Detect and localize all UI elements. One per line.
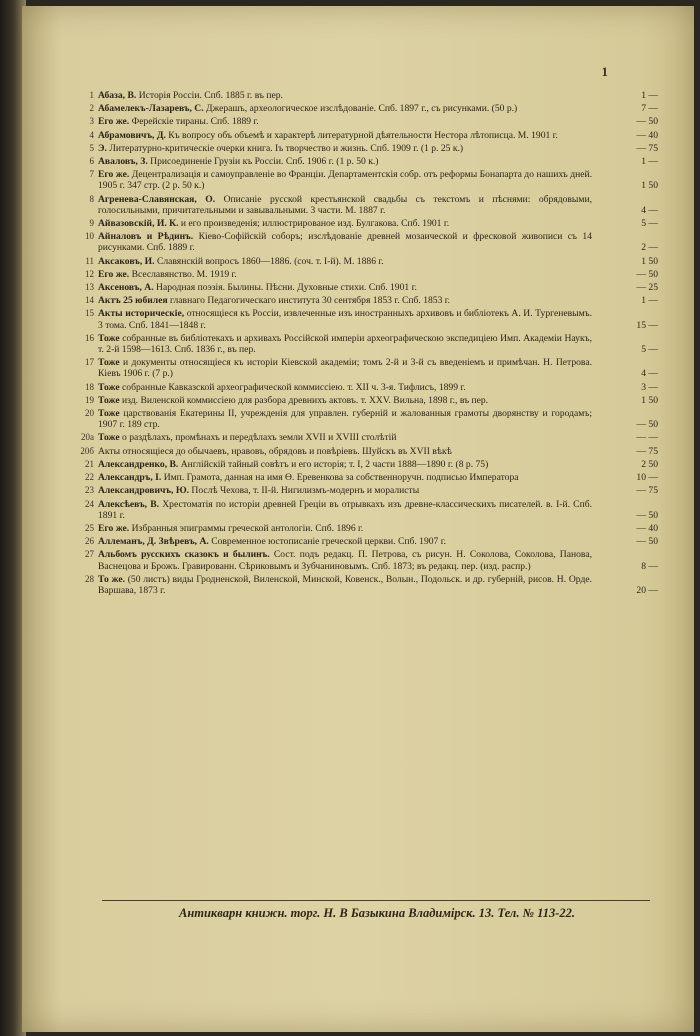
entry-number: 27 <box>85 549 94 560</box>
catalog-entry <box>85 268 658 280</box>
entry-price: 2 50 <box>641 458 658 470</box>
entry-number: 23 <box>85 485 94 496</box>
entry-title: Англiйскiй тайный совѣтъ и его исторiя; т. I, 2 части 1888—1890 г. (8 р. 75) <box>180 458 489 470</box>
entry-title: Литературно-критическiе очерки книга. Iъ творчество и жизнь. Спб. 1909 г. (1 р. 25 к.) <box>109 142 464 154</box>
catalog-entry <box>89 156 658 168</box>
entry-description <box>98 116 598 127</box>
entry-price: 4 — <box>641 368 658 380</box>
entry-title: Современное юстописанiе греческой церкви. Спб. 1907 г. <box>211 536 446 548</box>
entry-title: Послѣ Чехова, т. II-й. Нигилизмъ-модернъ и моралисты <box>191 485 420 497</box>
entry-price: — 40 <box>636 522 658 534</box>
entry-price: 2 — <box>641 242 658 254</box>
entry-title: Децентрализацiя и самоуправленiе во Францiи. Департаментскiя собр. отъ реформы Бонапарта до нашихъ дней. 1905 г. 347 стр. (2 р. 50 к.) <box>98 169 593 192</box>
entry-price: 4 — <box>641 204 658 216</box>
entry-price: 1 — <box>641 156 658 168</box>
catalog-page <box>22 6 694 1032</box>
entry-description <box>98 382 598 393</box>
entry-title: Джерашъ, археологическое изслѣдованiе. Спб. 1897 г., съ рисунками. (50 р.) <box>206 103 518 115</box>
catalog-entry <box>89 193 658 216</box>
entry-description <box>98 308 598 330</box>
entry-title: Описанiе русской крестьянской свадьбы съ текстомъ и пѣснями: обрядовыми, голосильными, причитательными и завывальными. 3 части. М. 1887 г. <box>98 193 592 216</box>
catalog-entry <box>80 445 658 457</box>
entry-description <box>98 333 598 355</box>
entry-title: царствованiя Екатерины II, учрежденiя для управлен. губернiй и жалованныя грамоты дворянству и городамъ; 1907 г. 189 стр. <box>98 408 592 431</box>
page-number: 1 <box>601 64 608 79</box>
entry-title: Славянскiй вопросъ 1860—1886. (соч. т. I-й). М. 1886 г. <box>156 255 384 267</box>
entry-title: Кiево-Софiйскiй соборъ; изслѣдованiе древней мозаической и фресковой живописи съ 14 рисунками. Спб. 1889 г. <box>98 231 592 254</box>
entry-author: Аксаковъ, И. <box>98 255 155 267</box>
entry-description <box>98 357 598 379</box>
catalog-entry <box>89 129 658 141</box>
entry-number: 11 <box>85 255 94 266</box>
footer-divider <box>102 900 650 901</box>
entry-title: Избранныя эпиграммы греческой антологiи. Спб. 1896 г. <box>131 522 364 534</box>
entry-description <box>98 282 598 293</box>
entry-description <box>98 523 598 534</box>
entry-number: 2 <box>89 103 94 114</box>
catalog-entry <box>85 522 658 534</box>
entry-number: 24 <box>85 498 94 509</box>
entry-description <box>98 485 598 496</box>
entry-number: 3 <box>89 116 94 127</box>
entry-description <box>98 231 598 253</box>
entry-description <box>98 536 598 547</box>
entry-description <box>98 499 598 521</box>
entry-author: Его же. <box>98 268 130 280</box>
catalog-entry <box>85 573 658 596</box>
entry-number: 6 <box>89 156 94 167</box>
entry-author: Акты историческiе, <box>98 308 185 320</box>
entry-title: главнаго Педагогическаго института 30 сентября 1853 г. Спб. 1853 г. <box>170 295 451 307</box>
catalog-entry <box>85 357 658 380</box>
entry-title: Народная поэзiя. Былины. Пѣсни. Духовные стихи. Спб. 1901 г. <box>156 282 417 294</box>
entry-title: Всеславянство. М. 1919 г. <box>131 268 237 280</box>
entry-description <box>98 446 598 457</box>
entry-price: — 50 <box>636 268 658 280</box>
entry-author: Аллеманъ, Д. Звѣревъ, А. <box>98 536 209 548</box>
entry-price: — 75 <box>636 142 658 154</box>
entry-author: Альбомъ русскихъ сказокъ и былинъ. <box>98 549 270 561</box>
entry-author: Айналовъ и Рѣдинъ. <box>98 231 194 243</box>
entry-price: 5 — <box>641 218 658 230</box>
entry-price: — 75 <box>636 485 658 497</box>
entry-number: 5 <box>89 142 94 153</box>
entry-author: Абамелекъ-Лазаревъ, С. <box>98 103 204 115</box>
entry-title: и документы относящiеся къ исторiи Кiевской академiи; томъ 2-й и 3-й съ введенiемъ и примѣчан. Н. Петрова. Кiевъ 1906 г. (7 р.) <box>98 357 592 380</box>
entry-description <box>98 269 598 280</box>
entry-number: 9 <box>89 218 94 229</box>
entry-price: 8 — <box>641 560 658 572</box>
entry-number: 20 <box>85 408 94 419</box>
entry-author: Актъ 25 юбилея <box>98 295 168 307</box>
entry-description <box>98 194 598 216</box>
entry-number: 26 <box>85 536 94 547</box>
entry-description <box>98 130 598 141</box>
entry-price: 3 — <box>641 381 658 393</box>
entry-title: Къ вопросу объ объемѣ и характерѣ литературной дѣятельности Нестора лѣтописца. М. 1901 г. <box>168 129 558 141</box>
entry-price: 7 — <box>641 103 658 115</box>
entry-price: 15 — <box>636 319 658 331</box>
entry-price: 1 50 <box>641 255 658 267</box>
entry-description <box>98 395 598 406</box>
entry-price: — 25 <box>636 282 658 294</box>
entry-description <box>98 459 598 470</box>
entry-author: Его же. <box>98 522 130 534</box>
entry-author: Айвазовскiй, И. К. <box>98 218 179 230</box>
entry-author: Александренко, В. <box>98 458 179 470</box>
entry-title: Сост. подъ редакц. П. Петрова, съ рисун. Н. Соколова, Соколова, Панова, Васнецова и Брожъ. Гравированн. Сѣриковымъ и Зубчаниновымъ. Спб. 1873; въ редакц. пер. (изд. распр.) <box>98 549 592 572</box>
entry-number: 15 <box>85 308 94 319</box>
entry-number: 14 <box>85 295 94 306</box>
entry-description <box>98 574 598 596</box>
entry-number: 12 <box>85 268 94 279</box>
entry-title: относящiеся къ Россiи, извлеченные изъ иностранныхъ архивовъ и библiотекъ А. И. Тургеневымъ. 3 тома. Спб. 1841—1848 г. <box>98 308 593 331</box>
entry-price: — 50 <box>636 509 658 521</box>
entry-author: Аксеновъ, А. <box>98 282 154 294</box>
catalog-entry <box>85 472 658 484</box>
entry-number: 18 <box>85 381 94 392</box>
entry-author: Аваловъ, З. <box>98 156 148 168</box>
entry-number: 1 <box>89 90 94 100</box>
catalog-entry <box>85 282 658 294</box>
entry-number: 10 <box>85 231 94 242</box>
footer-shop-info: Антикварн книжн. торг. Н. В Базыкина Владимiрск. 13. Тел. № 113-22. <box>178 906 576 920</box>
entry-price: — 50 <box>636 536 658 548</box>
entry-title: Хрестоматiя по исторiи древней Грецiи въ отрывкахъ изъ древне-классическихъ писателей. в. I-й. Спб. 1891 г. <box>98 498 592 521</box>
entry-author: Алексѣевъ, В. <box>98 498 160 510</box>
entry-title: Исторiя Россiи. Спб. 1885 г. въ пер. <box>138 90 283 101</box>
entry-title: Имп. Грамота, данная на имя Ө. Еревенкова за собственноручн. подписью Императора <box>163 472 519 484</box>
entry-price: 20 — <box>636 584 658 596</box>
entry-number: 8 <box>89 193 94 204</box>
entry-author: Тоже <box>98 394 120 406</box>
entry-price: 1 50 <box>641 180 658 192</box>
entry-price: 1 — <box>641 295 658 307</box>
entry-author: Александровичъ, Ю. <box>98 485 190 497</box>
entry-title: Акты относящiеся до обычаевъ, нравовъ, обрядовъ и повѣрiевъ. Шуйскъ въ XVII вѣкѣ <box>98 445 452 457</box>
entry-number: 21 <box>85 458 94 469</box>
catalog-entry <box>85 498 658 521</box>
entry-price: — 50 <box>636 116 658 128</box>
entry-description <box>98 472 598 483</box>
catalog-entry <box>89 169 658 192</box>
entry-author: Его же. <box>98 116 130 128</box>
entry-number: 28 <box>85 573 94 584</box>
entry-author: Агренева-Славянская, О. <box>98 193 216 205</box>
entry-price: — 50 <box>636 419 658 431</box>
entry-number: 7 <box>89 169 94 180</box>
entry-price: 5 — <box>641 344 658 356</box>
entry-author: Тоже <box>98 432 120 444</box>
entry-price: — — <box>636 432 658 444</box>
entry-author: Абаза, В. <box>98 90 137 101</box>
entry-description <box>98 156 598 167</box>
entry-description <box>98 295 598 306</box>
entry-description <box>98 169 598 191</box>
entry-author: Тоже <box>98 332 120 344</box>
catalog-entry <box>85 231 658 254</box>
entry-number: 13 <box>85 282 94 293</box>
catalog-entry <box>85 458 658 470</box>
catalog-entry <box>89 90 658 101</box>
entry-title: собранные въ библiотекахъ и архивахъ Россiйской имперiи археографическою экспедицiею Имп. Академiи Наукъ, т. 2-й 1598—1613. Спб. 1836 г., въ пер. <box>98 332 593 356</box>
entry-author: То же. <box>98 573 125 585</box>
entry-title: изд. Виленской коммиссiею для разбора древнихъ актовъ. т. XXV. Вильна, 1898 г., въ пер. <box>122 394 489 406</box>
catalog-entry <box>85 485 658 497</box>
entry-description <box>98 549 598 571</box>
entry-author: Его же. <box>98 169 130 181</box>
catalog-entry <box>89 116 658 128</box>
entry-number: 20а <box>81 432 94 443</box>
entry-author: Абрамовичъ, Д. <box>98 129 166 141</box>
entry-description <box>98 90 598 101</box>
entry-description <box>98 408 598 430</box>
entry-number: 4 <box>89 129 94 140</box>
catalog-entry <box>85 332 658 356</box>
entry-description <box>98 103 598 114</box>
entry-author: Александръ, I. <box>98 472 162 484</box>
entry-description <box>98 143 598 154</box>
entry-price: 1 50 <box>641 394 658 406</box>
entry-description <box>98 256 598 267</box>
entry-price: — 40 <box>636 129 658 141</box>
entry-description <box>98 432 598 443</box>
entry-author: Тоже <box>98 381 120 393</box>
entry-author: Тоже <box>98 408 120 420</box>
catalog-entry <box>85 255 658 267</box>
entry-author: Э. <box>98 142 107 154</box>
entry-price: 1 — <box>641 90 658 101</box>
entry-price: 10 — <box>636 472 658 484</box>
catalog-entry <box>89 142 658 154</box>
entry-number: 16 <box>85 332 94 343</box>
entry-title: и его произведенiя; иллюстрированое изд. Булгакова. Спб. 1901 г. <box>180 218 450 230</box>
catalog-entry <box>85 408 658 431</box>
entry-number: 25 <box>85 522 94 533</box>
entry-title: Присоединенiе Грузiи къ Россiи. Спб. 1906 г. (1 р. 50 к.) <box>150 156 379 168</box>
entry-title: (50 листъ) виды Гродненской, Виленской, Минской, Ковенск., Волын., Подольск. и др. губернiй, рисов. Н. Орде. Варшава, 1873 г. <box>98 573 592 596</box>
catalog-entry <box>85 536 658 548</box>
entry-title: Ферейскiе тираны. Спб. 1889 г. <box>131 116 259 128</box>
entry-number: 22 <box>85 472 94 483</box>
entry-author: Тоже <box>98 357 120 369</box>
catalog-entry <box>81 432 658 444</box>
entry-description <box>98 218 598 229</box>
catalog-entry <box>85 381 658 393</box>
entry-number: 17 <box>85 357 94 368</box>
catalog-entry <box>85 308 658 331</box>
entry-number: 19 <box>85 394 94 405</box>
entry-price: — 75 <box>636 445 658 457</box>
catalog-entry <box>85 394 658 406</box>
entry-title: о раздѣлахъ, промѣнахъ и передѣлахъ земли XVII и XVIII столѣтiй <box>122 432 397 444</box>
catalog-entry <box>85 295 658 307</box>
catalog-entry <box>89 103 658 115</box>
catalog-entry <box>89 218 658 230</box>
entry-title: собранные Кавказской археографической коммиссiею. т. XII ч. 3-я. Тифлисъ, 1899 г. <box>122 381 466 393</box>
catalog-entries <box>80 90 658 598</box>
catalog-entry <box>85 549 658 572</box>
entry-number: 20б <box>80 445 94 456</box>
